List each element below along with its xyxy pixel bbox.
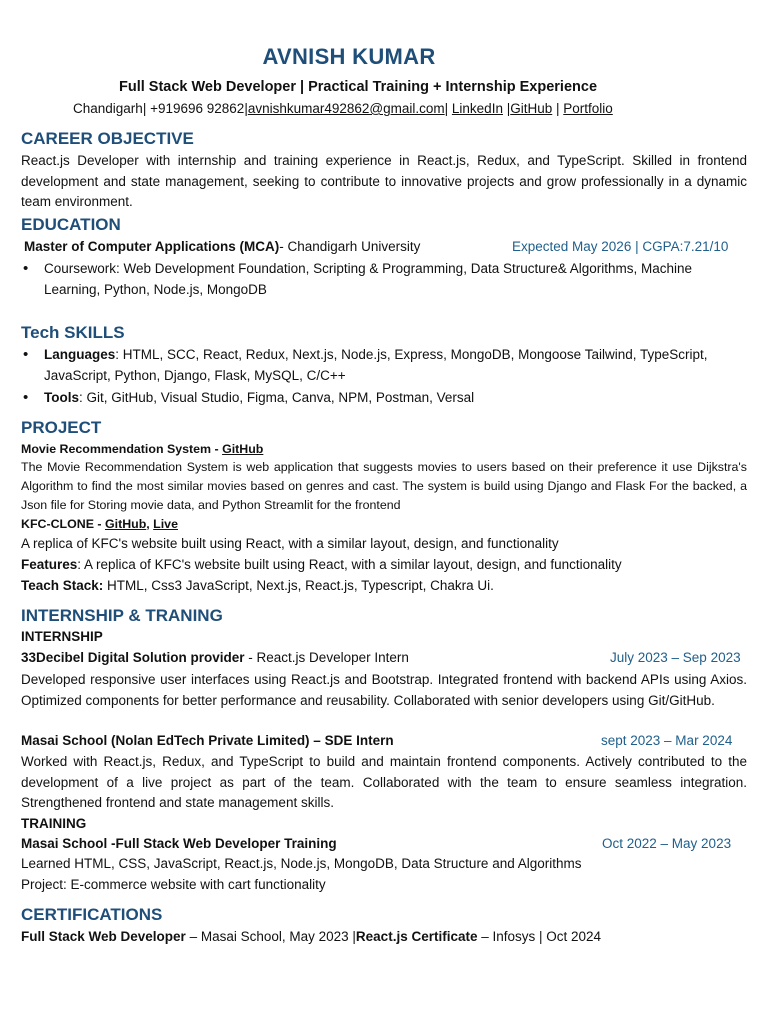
project-2-desc: A replica of KFC's website built using React, with a similar layout, design, and functionality	[21, 536, 559, 551]
stack-label: Teach Stack:	[21, 578, 104, 593]
project-1-github-link[interactable]: GitHub	[222, 442, 264, 456]
headline: Full Stack Web Developer | Practical Training + Internship Experience	[118, 79, 598, 95]
candidate-name: AVNISH KUMAR	[262, 44, 436, 69]
degree: Master of Computer Applications (MCA)	[24, 239, 280, 254]
project-2-github-link[interactable]: GitHub	[104, 517, 147, 531]
project-2-name: KFC-CLONE -	[21, 517, 105, 531]
objective-text: React.js Developer with internship and training experience in React.js, Redux, and TypeScript. Skilled in frontend development and state management, seeking to contribute to innovative projects and grow professionally in a dynamic team environment.	[21, 153, 747, 210]
job-2-company: Masai School (Nolan EdTech Private Limited) – SDE Intern	[21, 733, 394, 748]
tools-bullet	[21, 387, 747, 408]
section-title-objective: CAREER OBJECTIVE	[21, 129, 194, 148]
job-2-date: sept 2023 – Mar 2024	[601, 733, 733, 748]
project-2-stack	[21, 578, 747, 593]
section-title-project: PROJECT	[21, 418, 102, 437]
cert-1-name: Full Stack Web Developer	[21, 929, 186, 944]
project-2-separator: ,	[146, 517, 154, 531]
section-title-education: EDUCATION	[21, 215, 121, 234]
features-label: Features	[21, 557, 78, 572]
github-link[interactable]: GitHub	[510, 101, 553, 116]
project-2-title	[21, 515, 747, 534]
training-1-program: Full Stack Web Developer Training	[115, 836, 337, 851]
certifications-line	[21, 929, 747, 944]
university: - Chandigarh University	[279, 239, 421, 254]
languages-bullet	[21, 344, 747, 386]
project-1-name: Movie Recommendation System -	[21, 442, 223, 456]
job-1-role: - React.js Developer Intern	[244, 650, 409, 665]
project-1-desc: The Movie Recommendation System is web application that suggests movies to users based on their preference it use Dijkstra's Algorithm to find the most similar movies based on genres and cast. The system is build using Django and Flask For the backed, a Json file for Storing movie data, and Python Streamlit for the frontend	[21, 460, 747, 512]
location: Chandigarh	[73, 101, 143, 116]
stack-text: HTML, Css3 JavaScript, Next.js, React.js, Typescript, Chakra Ui.	[103, 578, 494, 593]
training-1-project: Project: E-commerce website with cart functionality	[21, 877, 326, 892]
training-1-learned: Learned HTML, CSS, JavaScript, React.js, Node.js, MongoDB, Data Structure and Algorithms	[21, 856, 582, 871]
languages-list: : HTML, SCC, React, Redux, Next.js, Node.js, Express, MongoDB, Mongoose Tailwind, TypeScript, JavaScript, Python, Django, Flask, MySQL, C/C++	[44, 347, 708, 383]
tools-list: : Git, GitHub, Visual Studio, Figma, Canva, NPM, Postman, Versal	[79, 390, 475, 405]
education-date: Expected May 2026 | CGPA:7.21/10	[512, 239, 729, 254]
job-1-company: 33Decibel Digital Solution provider	[21, 650, 245, 665]
job-2-desc: Worked with React.js, Redux, and TypeScript to build and maintain frontend components. Actively contributed to the development of a live project as part of the team. Collaborated with the team to ensure seamless integration. Strengthened frontend and state management skills.	[21, 754, 747, 811]
job-1-date: July 2023 – Sep 2023	[610, 650, 741, 665]
job-1-desc: Developed responsive user interfaces using React.js and Bootstrap. Integrated frontend with backend APIs using Axios. Optimized components for better performance and reusability. Collaborated with senior developers using Git/GitHub.	[21, 672, 747, 708]
tools-label: Tools	[44, 390, 79, 405]
cert-2-details: – Infosys | Oct 2024	[477, 929, 602, 944]
features-text: : A replica of KFC's website built using React, with a similar layout, design, and functionality	[77, 557, 622, 572]
phone: +919696 92862	[150, 101, 245, 116]
section-title-certifications: CERTIFICATIONS	[21, 905, 163, 924]
cert-1-details: – Masai School, May 2023 |	[185, 929, 356, 944]
training-1-school: Masai School -	[21, 836, 116, 851]
project-2-live-link[interactable]: Live	[153, 517, 178, 531]
section-title-skills: Tech SKILLS	[21, 323, 125, 342]
internship-subheading: INTERNSHIP	[21, 629, 103, 644]
email-link[interactable]: avnishkumar492862@gmail.com	[247, 101, 445, 116]
project-1-title	[21, 440, 747, 459]
contact-line: Chandigarh| +919696 92862|avnishkumar492862@gmail.com| LinkedIn |GitHub | Portfolio	[73, 101, 613, 116]
languages-label: Languages	[44, 347, 116, 362]
coursework-bullet: • Coursework: Web Development Foundation, Scripting & Programming, Data Structure& Algorithms, Machine Learning, Python, Node.js, MongoDB	[21, 258, 747, 300]
section-title-internship: INTERNSHIP & TRANING	[21, 606, 223, 625]
cert-2-name: React.js Certificate	[355, 929, 478, 944]
portfolio-link[interactable]: Portfolio	[563, 101, 613, 116]
training-1-date: Oct 2022 – May 2023	[602, 836, 732, 851]
linkedin-link[interactable]: LinkedIn	[451, 101, 503, 116]
project-2-features	[21, 557, 747, 572]
training-subheading: TRAINING	[21, 816, 87, 831]
